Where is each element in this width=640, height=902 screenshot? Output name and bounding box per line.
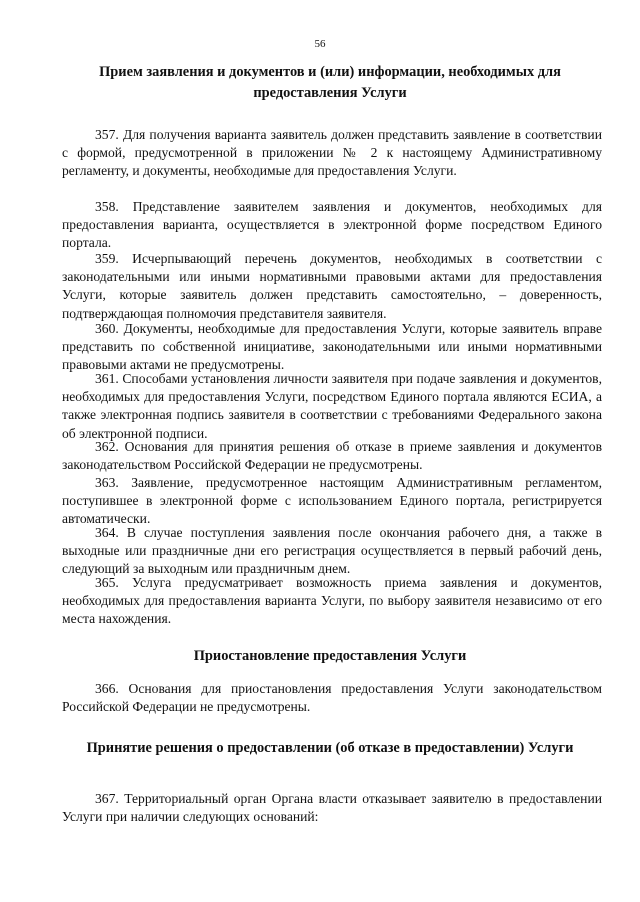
paragraph-360: 360. Документы, необходимые для предоставления Услуги, которые заявитель вправе представить по собственной инициативе, законодательными или иными нормативными правовыми актами не предусмотрены. — [62, 321, 602, 373]
section-heading-decision: Принятие решения о предоставлении (об отказе в предоставлении) Услуги — [86, 740, 574, 756]
paragraph-366: 366. Основания для приостановления предоставления Услуги законодательством Российской Федерации не предусмотрены. — [62, 681, 602, 715]
paragraph-358: 358. Представление заявителем заявления и документов, необходимых для предоставления варианта, осуществляется в электронной форме посредством Единого портала. — [62, 199, 602, 251]
paragraph-364: 364. В случае поступления заявления после окончания рабочего дня, а также в выходные или праздничные дни его регистрация осуществляется в первый рабочий день, следующий за выходным или праздничным днем. — [62, 525, 602, 577]
section-heading-application: Прием заявления и документов и (или) информации, необходимых для предоставления Услуги — [99, 64, 561, 101]
paragraph-363: 363. Заявление, предусмотренное настоящим Административным регламентом, поступившее в электронной форме с использованием Единого портала, регистрируется автоматически. — [62, 475, 602, 527]
paragraph-357: 357. Для получения варианта заявитель должен представить заявление в соответствии с формой, предусмотренной в приложении № 2 к настоящему Административному регламенту, и документы, необходимые для предоставления Услуги. — [62, 127, 602, 179]
paragraph-359: 359. Исчерпывающий перечень документов, необходимых в соответствии с законодательными или иными нормативными правовыми актами для предоставления Услуги, которые заявитель должен представить самостоятельно, – доверенность, подтверждающая полномочия представителя заявителя. — [62, 251, 602, 321]
paragraph-367: 367. Территориальный орган Органа власти отказывает заявителю в предоставлении Услуги при наличии следующих оснований: — [62, 791, 602, 825]
page-number: 56 — [314, 38, 326, 50]
paragraph-365: 365. Услуга предусматривает возможность приема заявления и документов, необходимых для предоставления варианта Услуги, по выбору заявителя независимо от его места нахождения. — [62, 575, 602, 627]
section-heading-suspension: Приостановление предоставления Услуги — [193, 648, 467, 664]
paragraph-361: 361. Способами установления личности заявителя при подаче заявления и документов, необходимых для предоставления Услуги, посредством Единого портала являются ЕСИА, а также электронная подпись заявителя в соответствии с требованиями Федерального закона об электронной подписи. — [62, 371, 602, 441]
paragraph-362: 362. Основания для принятия решения об отказе в приеме заявления и документов законодательством Российской Федерации не предусмотрены. — [62, 439, 602, 473]
